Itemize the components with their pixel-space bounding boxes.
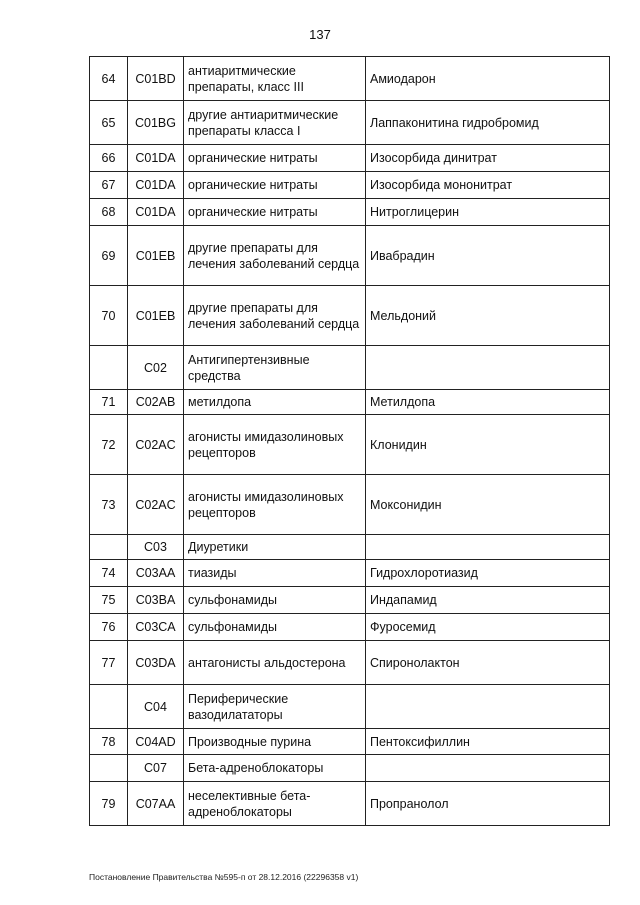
- drug-name: Спиронолактон: [366, 641, 610, 685]
- row-number: 73: [90, 475, 128, 535]
- table-row: [90, 729, 610, 755]
- drug-name: Метилдопа: [366, 390, 610, 415]
- table-row: [90, 587, 610, 614]
- atc-group: Производные пурина: [184, 729, 366, 755]
- drug-name: Гидрохлоротиазид: [366, 560, 610, 587]
- drug-name: Клонидин: [366, 415, 610, 475]
- atc-code: C02AB: [128, 390, 184, 415]
- row-number: [90, 346, 128, 390]
- row-number: 67: [90, 172, 128, 199]
- table-row: [90, 226, 610, 286]
- atc-group: сульфонамиды: [184, 614, 366, 641]
- row-number: 64: [90, 57, 128, 101]
- atc-group: органические нитраты: [184, 145, 366, 172]
- table-row: [90, 199, 610, 226]
- table-row: [90, 535, 610, 560]
- atc-code: C01DA: [128, 145, 184, 172]
- table-row: [90, 560, 610, 587]
- drug-name: Изосорбида динитрат: [366, 145, 610, 172]
- row-number: 70: [90, 286, 128, 346]
- atc-group: метилдопа: [184, 390, 366, 415]
- drug-name: Пропранолол: [366, 782, 610, 826]
- atc-group: сульфонамиды: [184, 587, 366, 614]
- table-row: [90, 614, 610, 641]
- drug-name: [366, 346, 610, 390]
- atc-code: C03CA: [128, 614, 184, 641]
- table-row: [90, 286, 610, 346]
- atc-code: C03AA: [128, 560, 184, 587]
- atc-group: Бета-адреноблокаторы: [184, 755, 366, 782]
- atc-code: C01DA: [128, 172, 184, 199]
- row-number: 68: [90, 199, 128, 226]
- drug-name: Изосорбида мононитрат: [366, 172, 610, 199]
- atc-code: C01EB: [128, 226, 184, 286]
- atc-group: органические нитраты: [184, 172, 366, 199]
- row-number: 69: [90, 226, 128, 286]
- row-number: 77: [90, 641, 128, 685]
- atc-code: C03DA: [128, 641, 184, 685]
- row-number: 78: [90, 729, 128, 755]
- atc-code: C07: [128, 755, 184, 782]
- row-number: 65: [90, 101, 128, 145]
- atc-group: другие препараты для лечения заболеваний сердца: [184, 286, 366, 346]
- atc-code: C02AC: [128, 415, 184, 475]
- drug-name: [366, 685, 610, 729]
- table-row: [90, 172, 610, 199]
- atc-code: C01EB: [128, 286, 184, 346]
- atc-group: антагонисты альдостерона: [184, 641, 366, 685]
- drug-name: Нитроглицерин: [366, 199, 610, 226]
- row-number: [90, 535, 128, 560]
- row-number: [90, 755, 128, 782]
- row-number: 79: [90, 782, 128, 826]
- drug-name: Лаппаконитина гидробромид: [366, 101, 610, 145]
- atc-code: C07AA: [128, 782, 184, 826]
- row-number: 75: [90, 587, 128, 614]
- atc-group: Диуретики: [184, 535, 366, 560]
- drug-name: Моксонидин: [366, 475, 610, 535]
- atc-code: C04: [128, 685, 184, 729]
- table-row: [90, 346, 610, 390]
- row-number: 76: [90, 614, 128, 641]
- atc-group: антиаритмические препараты, класс III: [184, 57, 366, 101]
- atc-group: агонисты имидазолиновых рецепторов: [184, 475, 366, 535]
- row-number: 66: [90, 145, 128, 172]
- drug-name: Мельдоний: [366, 286, 610, 346]
- atc-code: C01BG: [128, 101, 184, 145]
- row-number: 74: [90, 560, 128, 587]
- drug-name: Индапамид: [366, 587, 610, 614]
- table-row: [90, 755, 610, 782]
- table-row: [90, 415, 610, 475]
- table-row: [90, 57, 610, 101]
- atc-group: тиазиды: [184, 560, 366, 587]
- atc-group: другие антиаритмические препараты класса I: [184, 101, 366, 145]
- table-row: [90, 782, 610, 826]
- table-row: [90, 685, 610, 729]
- atc-group: Антигипертензивные средства: [184, 346, 366, 390]
- atc-code: C02AC: [128, 475, 184, 535]
- drug-name: Фуросемид: [366, 614, 610, 641]
- atc-code: C01BD: [128, 57, 184, 101]
- drug-name: Ивабрадин: [366, 226, 610, 286]
- table-row: [90, 475, 610, 535]
- atc-group: Периферические вазодилататоры: [184, 685, 366, 729]
- atc-code: C02: [128, 346, 184, 390]
- atc-code: C03BA: [128, 587, 184, 614]
- table-row: [90, 641, 610, 685]
- table-row: [90, 145, 610, 172]
- drug-list-table: [89, 56, 610, 826]
- table-row: [90, 390, 610, 415]
- atc-code: C04AD: [128, 729, 184, 755]
- document-footer: Постановление Правительства №595-п от 28.12.2016 (22296358 v1): [89, 872, 359, 882]
- drug-name: Амиодарон: [366, 57, 610, 101]
- row-number: [90, 685, 128, 729]
- table-row: [90, 101, 610, 145]
- atc-group: другие препараты для лечения заболеваний сердца: [184, 226, 366, 286]
- atc-group: органические нитраты: [184, 199, 366, 226]
- drug-name: Пентоксифиллин: [366, 729, 610, 755]
- atc-code: C03: [128, 535, 184, 560]
- page-number: 137: [309, 27, 331, 42]
- row-number: 72: [90, 415, 128, 475]
- atc-group: агонисты имидазолиновых рецепторов: [184, 415, 366, 475]
- atc-code: C01DA: [128, 199, 184, 226]
- row-number: 71: [90, 390, 128, 415]
- drug-name: [366, 535, 610, 560]
- drug-name: [366, 755, 610, 782]
- atc-group: неселективные бета-адреноблокаторы: [184, 782, 366, 826]
